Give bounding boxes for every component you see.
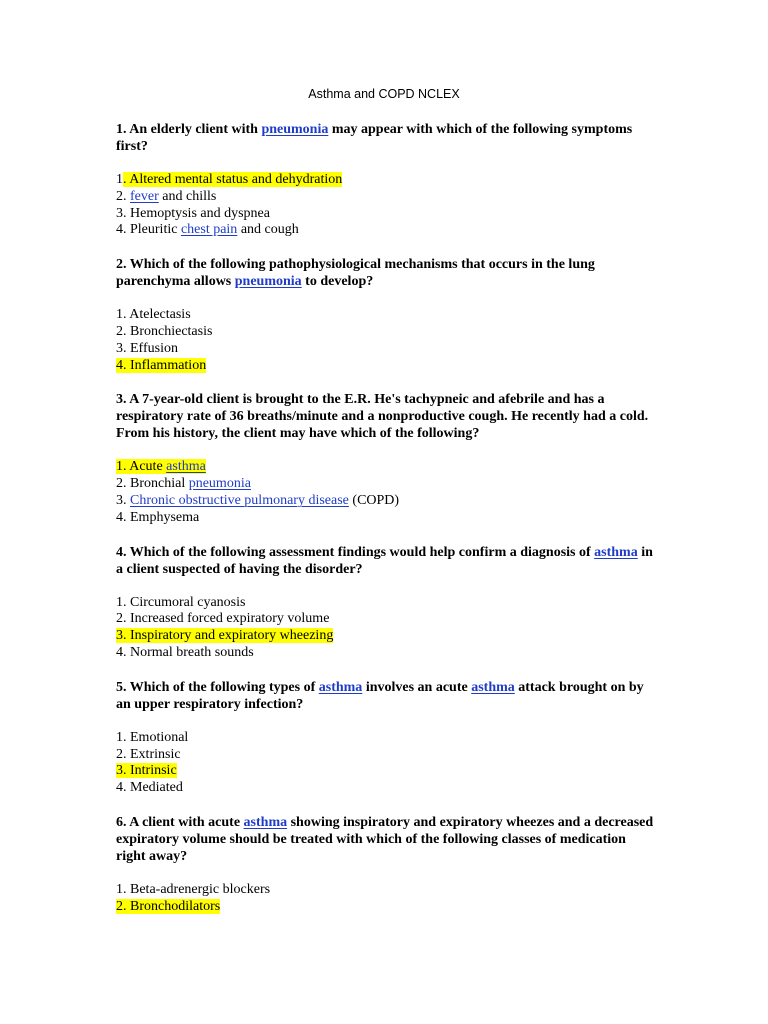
question-text: 3. A 7-year-old client is brought to the E.R. He's tachypneic and afebrile and has a respiratory rate of 36 breaths/minute and a nonproductive cough. He recently had a cold. From his history, the client may have which of the following? xyxy=(116,392,649,442)
link-pneumonia[interactable]: pneumonia xyxy=(188,476,251,492)
answer-options xyxy=(116,730,656,797)
answer-option: 3. Effusion xyxy=(116,340,178,356)
question-text: 6. A client with acute asthma showing inspiratory and expiratory wheezes and a decreased expiratory volume should be treated with which of the following classes of medication right away? xyxy=(116,814,654,864)
answer-option xyxy=(116,358,656,375)
answer-option: 1. Emotional xyxy=(116,729,189,745)
answer-option xyxy=(116,628,656,645)
answer-option: 4. Mediated xyxy=(116,780,183,796)
question-block-4 xyxy=(116,544,656,662)
question-block-6 xyxy=(116,814,656,916)
answer-options xyxy=(116,172,656,239)
question-block-5 xyxy=(116,679,656,797)
answer-option xyxy=(116,763,656,780)
link-asthma[interactable]: asthma xyxy=(471,679,515,695)
link-asthma[interactable]: asthma xyxy=(594,544,638,560)
question-list xyxy=(116,121,656,933)
link-asthma[interactable]: asthma xyxy=(243,814,288,830)
answer-option: 1. Altered mental status and dehydration xyxy=(116,172,343,187)
question-text: 2. Which of the following pathophysiological mechanisms that occurs in the lung parenchyma allows pneumonia to develop? xyxy=(116,257,595,290)
question-text: 1. An elderly client with pneumonia may appear with which of the following symptoms first? xyxy=(116,122,633,154)
link-copd[interactable]: Chronic obstructive pulmonary disease xyxy=(130,492,349,508)
question-text: 4. Which of the following assessment findings would help confirm a diagnosis of asthma in a client suspected of having the disorder? xyxy=(116,544,653,577)
answer-option: 3. Chronic obstructive pulmonary disease (COPD) xyxy=(116,492,400,508)
link-asthma[interactable]: asthma xyxy=(166,459,206,475)
answer-option xyxy=(116,459,656,476)
answer-option: 4. Emphysema xyxy=(116,509,200,525)
answer-options xyxy=(116,595,656,662)
link-pneumonia[interactable]: pneumonia xyxy=(261,122,329,137)
document-title: Asthma and COPD NCLEX xyxy=(308,87,460,101)
link-chest-pain[interactable]: chest pain xyxy=(180,222,238,238)
link-asthma[interactable]: asthma xyxy=(318,679,363,695)
question-block-1 xyxy=(116,121,656,239)
answer-options xyxy=(116,307,656,374)
answer-option: 4. Normal breath sounds xyxy=(116,644,254,660)
highlighted-answer: 1. Acute asthma xyxy=(116,459,206,475)
answer-option: 1. Circumoral cyanosis xyxy=(116,594,246,610)
answer-options xyxy=(116,882,656,916)
answer-option: 2. Extrinsic xyxy=(116,746,181,762)
answer-option xyxy=(116,899,656,916)
answer-option: 3. Hemoptysis and dyspnea xyxy=(116,205,270,221)
highlighted-answer: . Altered mental status and dehydration xyxy=(123,172,343,187)
link-pneumonia[interactable]: pneumonia xyxy=(234,274,302,290)
question-block-2 xyxy=(116,256,656,374)
highlighted-answer: 4. Inflammation xyxy=(116,357,207,373)
answer-option: 4. Pleuritic chest pain and cough xyxy=(116,222,299,238)
highlighted-answer: 3. Inspiratory and expiratory wheezing xyxy=(116,628,334,644)
answer-option: 1. Atelectasis xyxy=(116,307,191,323)
highlighted-answer: 2. Bronchodilators xyxy=(116,898,221,914)
answer-option: 2. fever and chills xyxy=(116,188,217,204)
highlighted-answer: 3. Intrinsic xyxy=(116,763,177,779)
answer-option: 2. Bronchial pneumonia xyxy=(116,476,251,492)
answer-option: 2. Increased forced expiratory volume xyxy=(116,611,330,627)
link-fever[interactable]: fever xyxy=(130,188,159,204)
question-text: 5. Which of the following types of asthma involves an acute asthma attack brought on by an upper respiratory infection? xyxy=(116,679,644,712)
answer-option: 1. Beta-adrenergic blockers xyxy=(116,881,271,897)
question-block-3 xyxy=(116,391,656,526)
answer-options xyxy=(116,459,656,526)
answer-option: 2. Bronchiectasis xyxy=(116,323,213,339)
